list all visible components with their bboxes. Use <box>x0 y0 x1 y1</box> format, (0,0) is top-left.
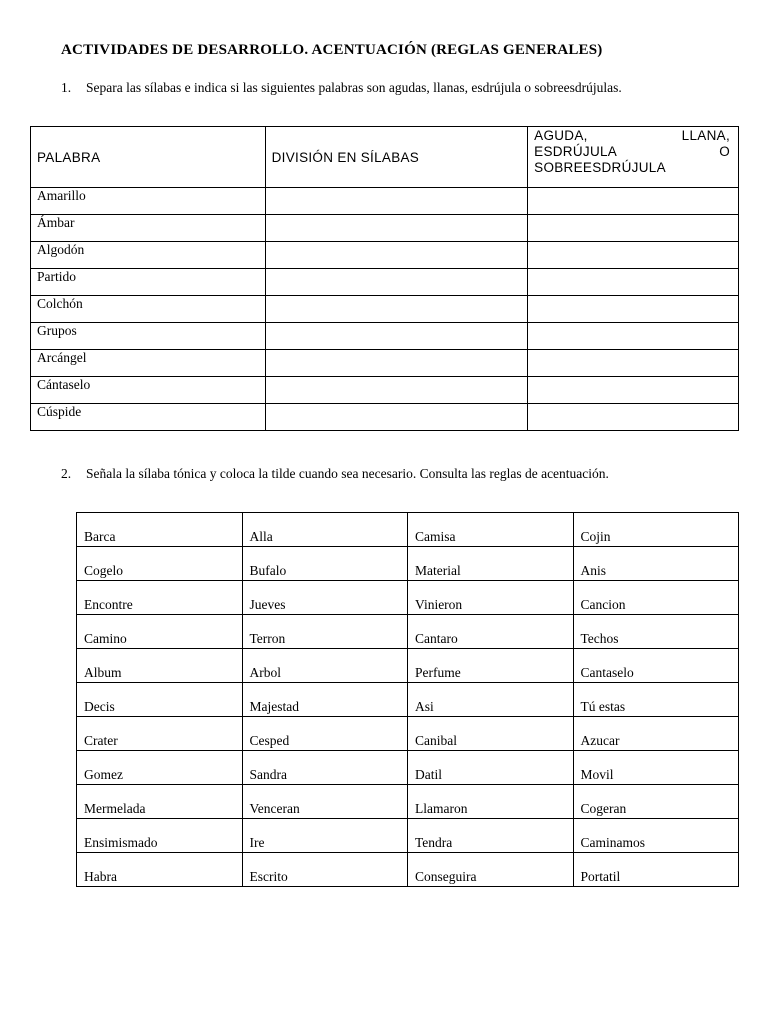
table-row <box>31 350 739 377</box>
classification-cell[interactable] <box>528 323 739 350</box>
word-cell: Gomez <box>77 751 243 785</box>
word-cell: Majestad <box>242 683 408 717</box>
word-cell: Caminamos <box>573 819 739 853</box>
syllable-division-cell[interactable] <box>265 350 528 377</box>
word-cell: Llamaron <box>408 785 574 819</box>
word-cell: Algodón <box>31 242 266 269</box>
table-row <box>31 296 739 323</box>
syllable-division-cell[interactable] <box>265 404 528 431</box>
word-cell: Sandra <box>242 751 408 785</box>
instruction-1 <box>61 80 622 96</box>
word-cell: Techos <box>573 615 739 649</box>
word-cell: Conseguira <box>408 853 574 887</box>
table-row <box>77 581 739 615</box>
header-palabra: PALABRA <box>31 127 266 188</box>
syllable-division-cell[interactable] <box>265 323 528 350</box>
word-cell: Album <box>77 649 243 683</box>
page-title: ACTIVIDADES DE DESARROLLO. ACENTUACIÓN (REGLAS GENERALES) <box>61 42 603 58</box>
word-cell: Canibal <box>408 717 574 751</box>
table-row <box>31 323 739 350</box>
syllable-division-cell[interactable] <box>265 269 528 296</box>
word-cell: Cantaselo <box>573 649 739 683</box>
word-cell: Crater <box>77 717 243 751</box>
word-cell: Camisa <box>408 513 574 547</box>
syllable-division-cell[interactable] <box>265 188 528 215</box>
accent-table <box>76 512 739 887</box>
classification-cell[interactable] <box>528 296 739 323</box>
header-division: DIVISIÓN EN SÍLABAS <box>265 127 528 188</box>
word-cell: Camino <box>77 615 243 649</box>
word-cell: Jueves <box>242 581 408 615</box>
classification-cell[interactable] <box>528 188 739 215</box>
word-cell: Arcángel <box>31 350 266 377</box>
word-cell: Cantaro <box>408 615 574 649</box>
word-cell: Mermelada <box>77 785 243 819</box>
word-cell: Asi <box>408 683 574 717</box>
table-row <box>77 785 739 819</box>
instruction-number: 2. <box>61 466 72 481</box>
word-cell: Datil <box>408 751 574 785</box>
header-classification-line: ESDRÚJULA O <box>534 144 730 159</box>
word-cell: Ámbar <box>31 215 266 242</box>
classification-cell[interactable] <box>528 242 739 269</box>
header-classification-line: AGUDA, LLANA, <box>534 128 730 143</box>
word-cell: Vinieron <box>408 581 574 615</box>
syllable-division-cell[interactable] <box>265 215 528 242</box>
word-cell: Perfume <box>408 649 574 683</box>
word-cell: Portatil <box>573 853 739 887</box>
word-cell: Cesped <box>242 717 408 751</box>
syllable-division-cell[interactable] <box>265 377 528 404</box>
word-cell: Movil <box>573 751 739 785</box>
instruction-text: Separa las sílabas e indica si las siguientes palabras son agudas, llanas, esdrújula o sobreesdrújulas. <box>86 80 622 95</box>
table-row <box>77 853 739 887</box>
word-cell: Tú estas <box>573 683 739 717</box>
word-cell: Partido <box>31 269 266 296</box>
classification-cell[interactable] <box>528 350 739 377</box>
word-cell: Venceran <box>242 785 408 819</box>
table-header-row <box>31 127 739 188</box>
table-row <box>77 547 739 581</box>
table-row <box>77 819 739 853</box>
table-row <box>77 649 739 683</box>
word-cell: Cúspide <box>31 404 266 431</box>
table-row <box>31 269 739 296</box>
word-cell: Azucar <box>573 717 739 751</box>
word-cell: Grupos <box>31 323 266 350</box>
word-cell: Amarillo <box>31 188 266 215</box>
header-classification-line: SOBREESDRÚJULA <box>534 160 666 175</box>
word-cell: Encontre <box>77 581 243 615</box>
word-cell: Tendra <box>408 819 574 853</box>
instruction-number: 1. <box>61 80 72 95</box>
word-cell: Anis <box>573 547 739 581</box>
word-cell: Cogeran <box>573 785 739 819</box>
syllable-division-cell[interactable] <box>265 242 528 269</box>
word-cell: Bufalo <box>242 547 408 581</box>
word-cell: Barca <box>77 513 243 547</box>
classification-cell[interactable] <box>528 215 739 242</box>
syllable-table <box>30 126 739 431</box>
table-row <box>31 377 739 404</box>
table-row <box>77 513 739 547</box>
syllable-division-cell[interactable] <box>265 296 528 323</box>
word-cell: Habra <box>77 853 243 887</box>
instruction-2 <box>61 466 609 482</box>
word-cell: Ire <box>242 819 408 853</box>
classification-cell[interactable] <box>528 404 739 431</box>
word-cell: Material <box>408 547 574 581</box>
table-row <box>31 404 739 431</box>
classification-cell[interactable] <box>528 269 739 296</box>
table-row <box>77 683 739 717</box>
word-cell: Cancion <box>573 581 739 615</box>
table-row <box>31 215 739 242</box>
word-cell: Arbol <box>242 649 408 683</box>
word-cell: Cojin <box>573 513 739 547</box>
table-row <box>77 717 739 751</box>
instruction-text: Señala la sílaba tónica y coloca la tilde cuando sea necesario. Consulta las reglas de acentuación. <box>86 466 609 481</box>
word-cell: Cántaselo <box>31 377 266 404</box>
word-cell: Decis <box>77 683 243 717</box>
table-row <box>31 188 739 215</box>
table-row <box>77 615 739 649</box>
table-row <box>77 751 739 785</box>
word-cell: Cogelo <box>77 547 243 581</box>
table-row <box>31 242 739 269</box>
word-cell: Terron <box>242 615 408 649</box>
header-classification <box>528 127 739 188</box>
word-cell: Colchón <box>31 296 266 323</box>
word-cell: Ensimismado <box>77 819 243 853</box>
classification-cell[interactable] <box>528 377 739 404</box>
word-cell: Escrito <box>242 853 408 887</box>
word-cell: Alla <box>242 513 408 547</box>
